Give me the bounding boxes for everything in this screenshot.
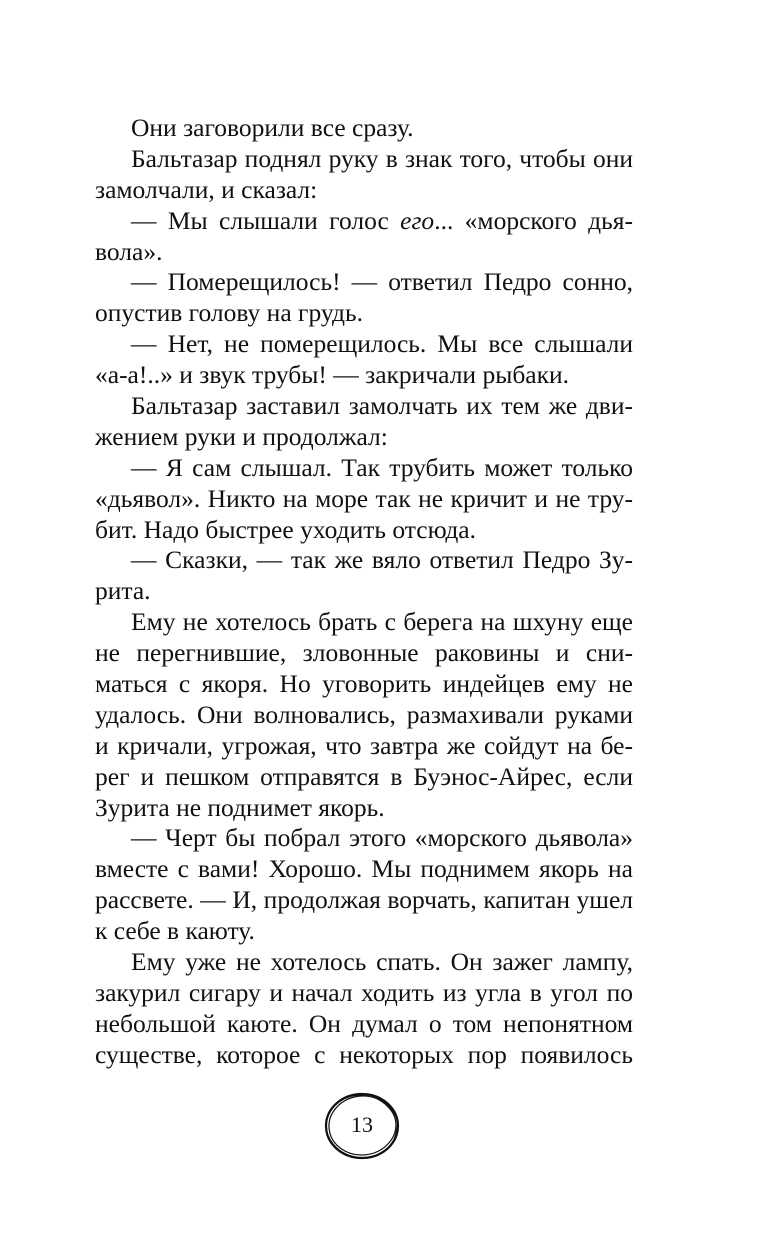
- text-line: к себе в каюту.: [95, 916, 255, 946]
- text-line: — Черт бы побрал этого «морского дьявола»: [131, 823, 633, 853]
- text-line: рассвете. — И, продолжая ворчать, капитан ушел: [95, 885, 633, 915]
- text-line: Ему уже не хотелось спать. Он зажег лампу,: [131, 947, 633, 977]
- text-segment: — Мы слышали голос: [131, 205, 401, 235]
- text-line: — Сказки, — так же вяло ответил Педро Зу-: [131, 545, 633, 575]
- text-line: рита.: [95, 576, 151, 606]
- text-line: существе, которое с некоторых пор появилось: [95, 1039, 633, 1069]
- text-line: «а-а!..» и звук трубы! — закричали рыбаки.: [95, 360, 570, 390]
- text-line: вместе с вами! Хорошо. Мы поднимем якорь на: [95, 854, 633, 884]
- text-line: вола».: [95, 236, 163, 266]
- text-line: не перегнившие, зловонные раковины и сни-: [95, 638, 633, 668]
- text-line: «дьявол». Никто на море так не кричит и не тру-: [95, 483, 633, 513]
- text-line: небольшой каюте. Он думал о том непонятном: [95, 1008, 633, 1038]
- text-line: закурил сигару и начал ходить из угла в угол по: [95, 977, 633, 1007]
- page-body: [95, 113, 633, 1071]
- text-line: [95, 206, 633, 237]
- text-line: бит. Надо быстрее уходить отсюда.: [95, 514, 476, 544]
- page-number-badge: [322, 1090, 402, 1162]
- text-line: замолчали, и сказал:: [95, 174, 318, 204]
- text-line: удалось. Они волновались, размахивали руками: [95, 699, 633, 729]
- text-line: Бальтазар заставил замолчать их тем же дви-: [131, 391, 633, 421]
- text-segment: ... «морского дья-: [434, 205, 633, 235]
- text-line: — Нет, не померещилось. Мы все слышали: [131, 329, 633, 359]
- text-line: Зурита не поднимет якорь.: [95, 792, 385, 822]
- text-line: — Я сам слышал. Так трубить может только: [131, 452, 633, 482]
- text-line: и кричали, угрожая, что завтра же сойдут на бе-: [95, 730, 633, 760]
- text-line: маться с якоря. Но уговорить индейцев ему не: [95, 669, 633, 699]
- text-line: жением руки и продолжал:: [95, 421, 388, 451]
- italic-emphasis: его: [400, 205, 435, 235]
- text-line: опустив голову на грудь.: [95, 298, 364, 328]
- text-line: Они заговорили все сразу.: [131, 113, 414, 142]
- text-line: Бальтазар поднял руку в знак того, чтобы они: [131, 143, 633, 173]
- page-number: 13: [351, 1112, 373, 1137]
- text-line: — Померещилось! — ответил Педро сонно,: [131, 267, 633, 297]
- text-line: Ему не хотелось брать с берега на шхуну еще: [131, 607, 633, 637]
- text-line: рег и пешком отправятся в Буэнос-Айрес, если: [95, 761, 633, 791]
